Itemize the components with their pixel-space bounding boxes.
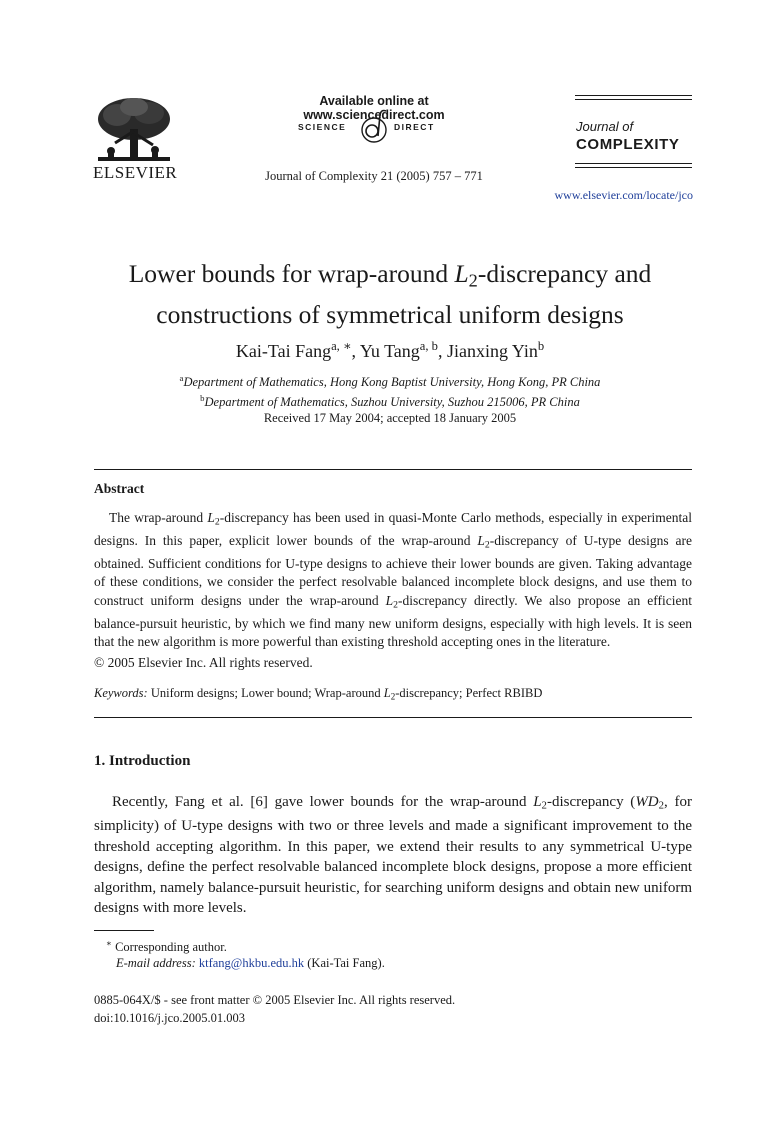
abstract-rule-bottom (94, 717, 692, 718)
abstract-copyright: © 2005 Elsevier Inc. All rights reserved. (94, 655, 313, 670)
affiliation-b: $^b$Department of Mathematics, Suzhou University, Suzhou 215006, PR China (200, 392, 580, 409)
sciencedirect-logo[interactable] (290, 113, 466, 143)
author-name[interactable]: Yu Tang (359, 340, 420, 361)
author-name[interactable]: Jianxing Yin (446, 340, 538, 361)
article-title: Lower bounds for wrap-around $L_2$-discrepancy and constructions of symmetrical uniform designs (128, 259, 652, 329)
affiliation-a: $^a$Department of Mathematics, Hong Kong Baptist University, Hong Kong, PR China (179, 373, 601, 389)
section-heading-introduction: 1. Introduction (94, 753, 191, 769)
journal-of-label: Journal of (576, 119, 634, 134)
sciencedirect-d-icon (356, 107, 392, 147)
email-link[interactable]: ktfang@hkbu.edu.hk (198, 956, 305, 970)
author-affil-mark[interactable]: a, b (419, 339, 438, 353)
tree-icon (93, 95, 175, 165)
doi-line[interactable]: doi:10.1016/j.jco.2005.01.003 (94, 1011, 246, 1025)
abstract-rule-top (94, 469, 692, 470)
author-affil-mark[interactable]: b (537, 339, 545, 353)
sd-science-label: SCIENCE (298, 122, 347, 132)
journal-citation: Journal of Complexity 21 (2005) 757 – 771 (265, 169, 483, 183)
footnote-email: E-mail address: ktfang@hkbu.edu.hk (Kai-Tai Fang). (116, 956, 385, 970)
sd-direct-label: DIRECT (394, 122, 435, 132)
abstract-text: The wrap-around $L_2$-discrepancy has been used in quasi-Monte Carlo methods, especially in experimental designs. In this paper, explicit lower bounds of the wrap-around $L_2$-discrepancy of U-type designs are obtained. Sufficient conditions for U-type designs to achieve their lower bounds are given. Taking advantage of these conditions, we consider the perfect resolvable balanced incomplete block designs, and use them to construct uniform designs under the wrap-around $L_2$-discrepancy directly. We also propose an efficient balance-pursuit heuristic, by which we find many new uniform designs, especially with high levels. It is seen that the new algorithm is more powerful than existing threshold accepting ones in the literature. (94, 510, 692, 650)
available-online-text[interactable]: Available online at www.sciencedirect.com (303, 94, 445, 122)
author-list: Kai-Tai Fang$^{a, ∗}$, Yu Tang$^{a, b}$, Jianxing Yin$^b$ (235, 339, 545, 361)
issn-line: 0885-064X/$ - see front matter © 2005 Elsevier Inc. All rights reserved. (94, 993, 456, 1007)
publisher-name: ELSEVIER (93, 163, 178, 182)
keywords: Keywords: Uniform designs; Lower bound; Wrap-around $L_2$-discrepancy; Perfect RBIBD (94, 686, 543, 702)
footnote-corresponding: ∗ Corresponding author. (106, 938, 227, 954)
received-dates: Received 17 May 2004; accepted 18 January 2005 (263, 411, 517, 425)
journal-name: COMPLEXITY (576, 136, 680, 153)
affiliations (60, 370, 720, 410)
introduction-paragraph: Recently, Fang et al. [6] gave lower bounds for the wrap-around $L_2$-discrepancy ($WD_2$, for simplicity) of U-type designs with two or three levels and made a significant improvement to the threshold accepting algorithm. In this paper, we extend their results to any symmetrical U-type designs, define the perfect resolvable balanced incomplete block designs, propose a more efficient algorithm, namely balance-pursuit heuristic, for searching uniform designs and obtain new uniform designs with more levels. (94, 794, 693, 917)
journal-rules-top (575, 95, 692, 103)
elsevier-logo (93, 95, 178, 183)
author-affil-mark[interactable]: a, ∗ (331, 339, 352, 353)
footnote-rule (94, 930, 154, 931)
journal-rules-bottom (575, 163, 692, 171)
abstract-heading: Abstract (94, 481, 145, 496)
journal-url-link[interactable]: www.elsevier.com/locate/jco (554, 188, 693, 202)
author-name[interactable]: Kai-Tai Fang (235, 340, 332, 361)
